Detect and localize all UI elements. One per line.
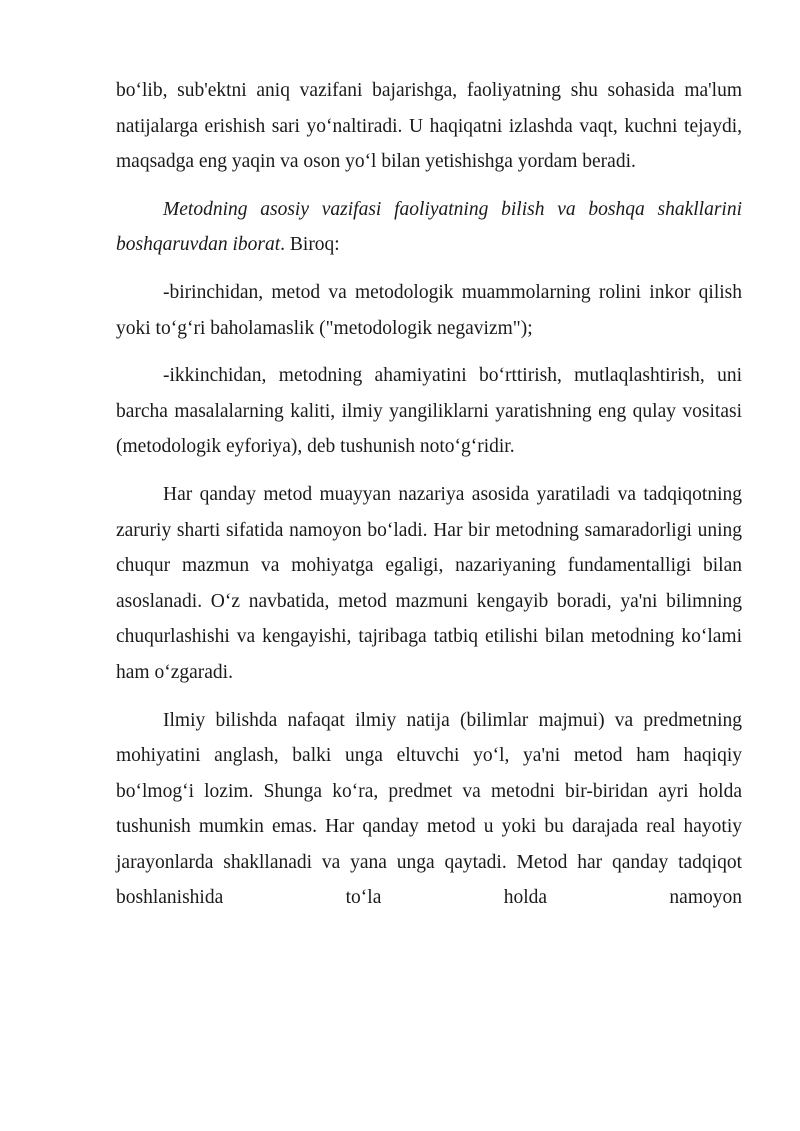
paragraph-method-task bbox=[116, 192, 742, 263]
emphasized-sentence: Metodning asosiy vazifasi faoliyatning bilish va boshqa shakllarini boshqaruvdan iborat bbox=[116, 198, 742, 256]
paragraph-scientific-cognition: Ilmiy bilishda nafaqat ilmiy natija (bilimlar majmui) va predmetning mohiyatini anglash, balki unga eltuvchi yo‘l, ya'ni metod ham haqiqiy bo‘lmog‘i lozim. Shunga ko‘ra, predmet va metodni bir-biridan ayri holda tushunish mumkin emas. Har qanday metod u yoki bu darajada real hayotiy jarayonlarda shakllanadi va yana unga qaytadi. Metod har qanday tadqiqot boshlanishida to‘la holda namoyon bbox=[116, 709, 742, 909]
paragraph-continuation: bo‘lib, sub'ektni aniq vazifani bajarishga, faoliyatning shu sohasida ma'lum natijalarga erishish sari yo‘naltiradi. U haqiqatni izlashda vaqt, kuchni tejaydi, maqsadga eng yaqin va oson yo‘l bilan yetishishga yordam beradi. bbox=[116, 80, 742, 173]
paragraph-suffix: . Biroq: bbox=[280, 234, 340, 256]
paragraph-first-point: -birinchidan, metod va metodologik muammolarning rolini inkor qilish yoki to‘g‘ri baholamaslik ("metodologik negavizm"); bbox=[116, 281, 742, 339]
paragraph-second-point: -ikkinchidan, metodning ahamiyatini bo‘rttirish, mutlaqlashtirish, uni barcha masalalarning kaliti, ilmiy yangiliklarni yaratishning eng qulay vositasi (metodologik eyforiya), deb tushunish noto‘g‘ridir. bbox=[116, 365, 742, 458]
body-text bbox=[116, 73, 742, 916]
paragraph-theory-basis: Har qanday metod muayyan nazariya asosida yaratiladi va tadqiqotning zaruriy sharti sifatida namoyon bo‘ladi. Har bir metodning samaradorligi uning chuqur mazmun va mohiyatga egaligi, nazariyaning fundamentalligi bilan asoslanadi. O‘z navbatida, metod mazmuni kengayib boradi, ya'ni bilimning chuqurlashishi va kengayishi, tajribaga tatbiq etilishi bilan metodning ko‘lami ham o‘zgaradi. bbox=[116, 483, 742, 683]
